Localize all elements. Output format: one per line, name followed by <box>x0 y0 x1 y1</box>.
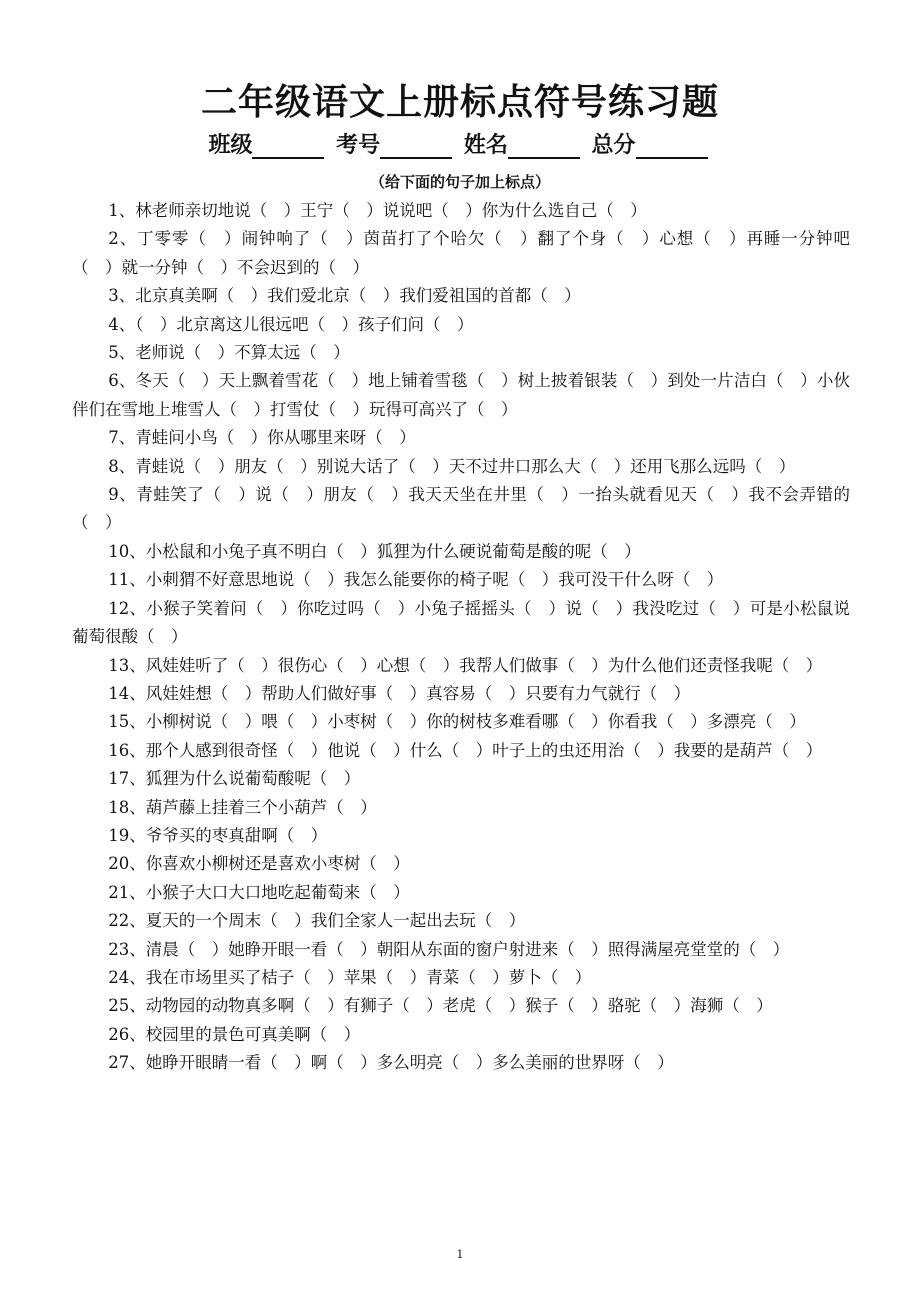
exercise-item: 20、你喜欢小柳树还是喜欢小枣树（ ） <box>108 854 410 874</box>
exercise-item: 26、校园里的景色可真美啊（ ） <box>108 1024 361 1044</box>
page-title: 二年级语文上册标点符号练习题 <box>200 82 719 123</box>
exercise-item: 9、青蛙笑了（ ）说（ ）朋友（ ）我天天坐在井里（ ）一抬头就看见天（ ）我不会弄错的（ ） <box>72 485 850 533</box>
exercise-item: 10、小松鼠和小兔子真不明白（ ）狐狸为什么硬说葡萄是酸的呢（ ） <box>108 541 641 561</box>
exercise-item: 15、小柳树说（ ）喂（ ）小枣树（ ）你的树枝多难看哪（ ）你看我（ ）多漂亮（ ） <box>108 712 806 732</box>
exercise-item: 27、她睁开眼睛一看（ ）啊（ ）多么明亮（ ）多么美丽的世界呀（ ） <box>108 1053 674 1073</box>
exercise-item: 16、那个人感到很奇怪（ ）他说（ ）什么（ ）叶子上的虫还用治（ ）我要的是葫芦（ ） <box>108 740 823 760</box>
exercise-item: 19、爷爷买的枣真甜啊（ ） <box>108 825 328 845</box>
exercise-item: 17、狐狸为什么说葡萄酸呢（ ） <box>108 769 361 789</box>
exercise-item: 1、林老师亲切地说（ ）王宁（ ）说说吧（ ）你为什么选自己（ ） <box>108 201 647 220</box>
instruction: （给下面的句子加上标点） <box>369 173 550 191</box>
class-label: 班级 <box>208 133 253 158</box>
exam-no-blank <box>380 135 452 159</box>
name-blank <box>508 135 580 159</box>
exercise-item: 12、小猴子笑着问（ ）你吃过吗（ ）小兔子摇摇头（ ）说（ ）我没吃过（ ）可是小松鼠说葡萄很酸（ ） <box>72 598 850 647</box>
page-number: 1 <box>456 1248 464 1261</box>
exam-no-label: 考号 <box>336 133 381 158</box>
exercise-item: 2、丁零零（ ）闹钟响了（ ）茵苗打了个哈欠（ ）翻了个身（ ）心想（ ）再睡一分钟吧（ ）就一分钟（ ）不会迟到的（ ） <box>72 229 850 277</box>
exercise-item: 18、葫芦藤上挂着三个小葫芦（ ） <box>108 797 377 817</box>
exercise-item: 25、动物园的动物真多啊（ ）有狮子（ ）老虎（ ）猴子（ ）骆驼（ ）海狮（ ） <box>108 996 773 1016</box>
exercise-item: 21、小猴子大口大口地吃起葡萄来（ ） <box>108 882 410 902</box>
exercise-item: 7、青蛙问小鸟（ ）你从哪里来呀（ ） <box>108 428 416 448</box>
exercise-item: 5、老师说（ ）不算太远（ ） <box>108 343 350 363</box>
student-info-line <box>0 128 920 159</box>
exercise-list <box>72 197 850 1078</box>
exercise-item: 3、北京真美啊（ ）我们爱北京（ ）我们爱祖国的首都（ ） <box>108 286 581 306</box>
exercise-item: 22、夏天的一个周末（ ）我们全家人一起出去玩（ ） <box>108 911 526 931</box>
exercise-item: 24、我在市场里买了桔子（ ）苹果（ ）青菜（ ）萝卜（ ） <box>108 967 592 987</box>
exercise-item: 23、清晨（ ）她睁开眼一看（ ）朝阳从东面的窗户射进来（ ）照得满屋亮堂堂的（ ） <box>108 939 790 959</box>
exercise-item: 14、风娃娃想（ ）帮助人们做好事（ ）真容易（ ）只要有力气就行（ ） <box>108 683 691 703</box>
name-label: 姓名 <box>463 133 508 158</box>
exercise-item: 11、小刺猬不好意思地说（ ）我怎么能要你的椅子呢（ ）我可没干什么呀（ ） <box>108 570 724 590</box>
score-label: 总分 <box>591 133 636 158</box>
score-blank <box>636 135 708 159</box>
class-blank <box>252 135 324 159</box>
exercise-item: 4、（ ）北京离这儿很远吧（ ）孩子们问（ ） <box>108 314 474 334</box>
exercise-item: 8、青蛙说（ ）朋友（ ）别说大话了（ ）天不过井口那么大（ ）还用飞那么远吗（ ） <box>108 456 796 476</box>
exercise-item: 6、冬天（ ）天上飘着雪花（ ）地上铺着雪毯（ ）树上披着银装（ ）到处一片洁白（ ）小伙伴们在雪地上堆雪人（ ）打雪仗（ ）玩得可高兴了（ ） <box>72 371 850 419</box>
exercise-item: 13、风娃娃听了（ ）很伤心（ ）心想（ ）我帮人们做事（ ）为什么他们还责怪我呢（ ） <box>108 655 823 675</box>
